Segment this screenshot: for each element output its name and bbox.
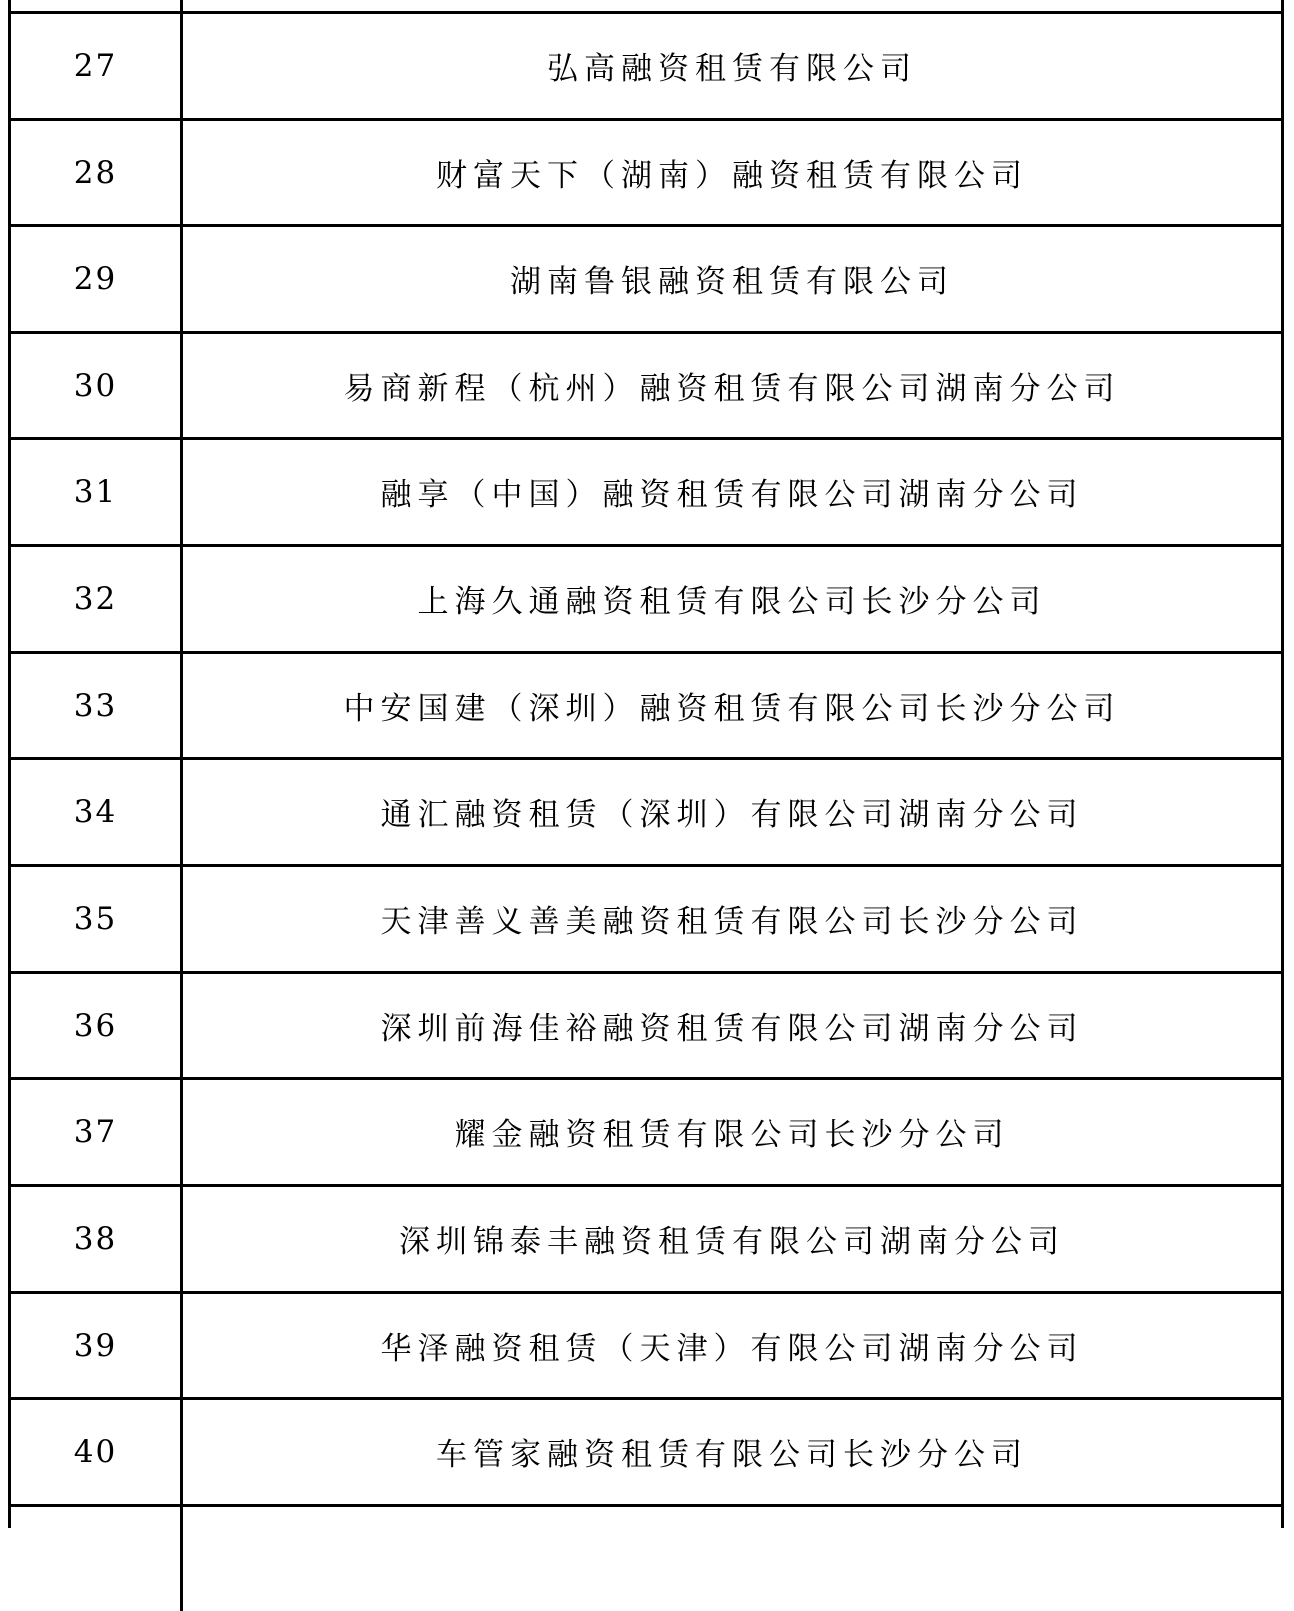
- table-row: [11, 1291, 1281, 1398]
- row-number-cell: 39: [11, 1294, 183, 1398]
- table-row: [11, 11, 1281, 118]
- company-name-cell: 易商新程（杭州）融资租赁有限公司湖南分公司: [343, 371, 1121, 408]
- table-row: [11, 971, 1281, 1078]
- row-number-cell: 27: [11, 14, 183, 118]
- company-name-cell: 湖南鲁银融资租赁有限公司: [510, 264, 954, 301]
- company-name-cell: 天津善义善美融资租赁有限公司长沙分公司: [380, 904, 1084, 941]
- row-number-cell: [11, 1507, 183, 1611]
- table-row: [11, 651, 1281, 758]
- table-row: [11, 757, 1281, 864]
- company-name-cell: 深圳锦泰丰融资租赁有限公司湖南分公司: [399, 1224, 1065, 1261]
- row-number-cell: 31: [11, 440, 183, 544]
- table-row: [11, 437, 1281, 544]
- company-name-cell: [183, 1507, 1281, 1611]
- row-number-cell: 40: [11, 1400, 183, 1504]
- row-number-cell: 29: [11, 227, 183, 331]
- company-name-cell: 华泽融资租赁（天津）有限公司湖南分公司: [380, 1331, 1084, 1368]
- company-name-cell: 耀金融资租赁有限公司长沙分公司: [454, 1117, 1010, 1154]
- company-name-cell: 深圳前海佳裕融资租赁有限公司湖南分公司: [380, 1011, 1084, 1048]
- company-table: [8, 0, 1284, 1528]
- table-row: [11, 864, 1281, 971]
- row-number-cell: 28: [11, 121, 183, 225]
- table-row: [11, 118, 1281, 225]
- row-number-cell: 35: [11, 867, 183, 971]
- row-number-cell: 38: [11, 1187, 183, 1291]
- table-row: [11, 224, 1281, 331]
- row-number-cell: 33: [11, 654, 183, 758]
- company-name-cell: 财富天下（湖南）融资租赁有限公司: [436, 158, 1028, 195]
- row-number-cell: 37: [11, 1080, 183, 1184]
- table-row: [11, 1397, 1281, 1504]
- table-row: [11, 331, 1281, 438]
- row-number-cell: 36: [11, 974, 183, 1078]
- table-row: [11, 1077, 1281, 1184]
- row-number-cell: 30: [11, 334, 183, 438]
- table-row-partial-bottom: [11, 1504, 1281, 1611]
- row-number-cell: 34: [11, 760, 183, 864]
- company-name-cell: 车管家融资租赁有限公司长沙分公司: [436, 1437, 1028, 1474]
- company-name-cell: 弘高融资租赁有限公司: [547, 51, 917, 88]
- company-name-cell: 中安国建（深圳）融资租赁有限公司长沙分公司: [343, 691, 1121, 728]
- table-row: [11, 1184, 1281, 1291]
- company-name-cell: 通汇融资租赁（深圳）有限公司湖南分公司: [380, 797, 1084, 834]
- company-name-cell: 融享（中国）融资租赁有限公司湖南分公司: [380, 477, 1084, 514]
- company-name-cell: 上海久通融资租赁有限公司长沙分公司: [417, 584, 1047, 621]
- row-number-cell: 32: [11, 547, 183, 651]
- table-row: [11, 544, 1281, 651]
